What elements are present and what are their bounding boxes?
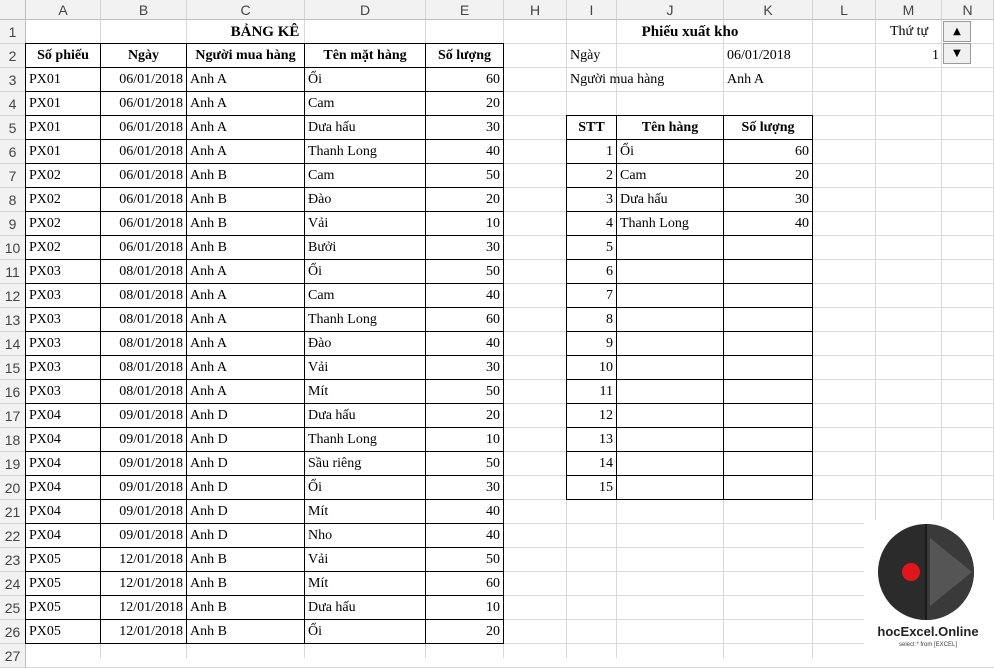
column-header-h[interactable]: H bbox=[504, 0, 567, 20]
ledger-cell[interactable]: Anh B bbox=[186, 235, 305, 260]
ledger-cell[interactable]: PX05 bbox=[25, 595, 101, 620]
ledger-cell[interactable]: Anh B bbox=[186, 619, 305, 644]
ledger-cell[interactable]: 50 bbox=[425, 163, 504, 188]
column-header-j[interactable]: J bbox=[617, 0, 724, 20]
ledger-cell[interactable]: PX03 bbox=[25, 379, 101, 404]
ledger-cell[interactable]: PX03 bbox=[25, 307, 101, 332]
ledger-cell[interactable]: Thanh Long bbox=[304, 139, 426, 164]
row-header-27[interactable]: 27 bbox=[0, 644, 26, 668]
ledger-cell[interactable]: 20 bbox=[425, 187, 504, 212]
row-header-16[interactable]: 16 bbox=[0, 380, 26, 404]
ledger-cell[interactable]: Anh B bbox=[186, 571, 305, 596]
ledger-cell[interactable]: Ổi bbox=[304, 619, 426, 644]
select-all-corner[interactable] bbox=[0, 0, 26, 20]
slip-cell[interactable]: 15 bbox=[566, 475, 617, 500]
slip-cell[interactable]: 2 bbox=[566, 163, 617, 188]
ledger-cell[interactable]: 08/01/2018 bbox=[100, 283, 187, 308]
slip-cell[interactable]: 60 bbox=[723, 139, 813, 164]
column-header-l[interactable]: L bbox=[813, 0, 876, 20]
ledger-cell[interactable]: 08/01/2018 bbox=[100, 307, 187, 332]
slip-cell[interactable] bbox=[616, 379, 724, 404]
ledger-cell[interactable]: Nho bbox=[304, 523, 426, 548]
ledger-cell[interactable]: Vải bbox=[304, 355, 426, 380]
ledger-cell[interactable]: 09/01/2018 bbox=[100, 451, 187, 476]
row-header-2[interactable]: 2 bbox=[0, 44, 26, 68]
triangle-down-icon: ▼ bbox=[953, 48, 961, 59]
ledger-cell[interactable]: Mít bbox=[304, 499, 426, 524]
slip-cell[interactable] bbox=[723, 451, 813, 476]
ledger-cell[interactable]: Anh D bbox=[186, 475, 305, 500]
ledger-cell[interactable]: Thanh Long bbox=[304, 307, 426, 332]
ledger-cell[interactable]: Anh B bbox=[186, 595, 305, 620]
ledger-cell[interactable]: 30 bbox=[425, 355, 504, 380]
row-header-14[interactable]: 14 bbox=[0, 332, 26, 356]
ledger-cell[interactable]: 06/01/2018 bbox=[100, 91, 187, 116]
ledger-cell[interactable]: 06/01/2018 bbox=[100, 211, 187, 236]
ledger-cell[interactable]: 50 bbox=[425, 451, 504, 476]
row-header-7[interactable]: 7 bbox=[0, 164, 26, 188]
ledger-cell[interactable]: Cam bbox=[304, 283, 426, 308]
ledger-cell[interactable]: 40 bbox=[425, 331, 504, 356]
ledger-cell[interactable]: Anh D bbox=[186, 499, 305, 524]
slip-cell[interactable] bbox=[723, 283, 813, 308]
ledger-cell[interactable]: 06/01/2018 bbox=[100, 67, 187, 92]
ledger-cell[interactable]: Anh A bbox=[186, 307, 305, 332]
brand-name: hocExcel.Online bbox=[877, 624, 979, 639]
ledger-cell[interactable]: PX04 bbox=[25, 451, 101, 476]
slip-cell[interactable]: Dưa hấu bbox=[616, 187, 724, 212]
ledger-header-cell[interactable]: Số phiếu bbox=[25, 43, 101, 68]
slip-cell[interactable]: 20 bbox=[723, 163, 813, 188]
ledger-cell[interactable]: PX04 bbox=[25, 427, 101, 452]
ledger-cell[interactable]: PX02 bbox=[25, 211, 101, 236]
ledger-cell[interactable]: 40 bbox=[425, 139, 504, 164]
ledger-cell[interactable]: PX02 bbox=[25, 187, 101, 212]
ledger-cell[interactable]: 60 bbox=[425, 67, 504, 92]
column-header-m[interactable]: M bbox=[876, 0, 942, 20]
ledger-cell[interactable]: 12/01/2018 bbox=[100, 547, 187, 572]
slip-cell[interactable]: 9 bbox=[566, 331, 617, 356]
row-header-4[interactable]: 4 bbox=[0, 92, 26, 116]
column-header-k[interactable]: K bbox=[724, 0, 813, 20]
ledger-cell[interactable]: 10 bbox=[425, 427, 504, 452]
row-header-20[interactable]: 20 bbox=[0, 476, 26, 500]
slip-cell[interactable] bbox=[723, 403, 813, 428]
row-header-21[interactable]: 21 bbox=[0, 500, 26, 524]
slip-header-cell[interactable]: Số lượng bbox=[723, 115, 813, 140]
row-header-23[interactable]: 23 bbox=[0, 548, 26, 572]
slip-cell[interactable] bbox=[616, 259, 724, 284]
ledger-cell[interactable]: PX03 bbox=[25, 355, 101, 380]
ledger-cell[interactable]: PX02 bbox=[25, 235, 101, 260]
slip-cell[interactable]: 13 bbox=[566, 427, 617, 452]
ledger-cell[interactable]: 12/01/2018 bbox=[100, 619, 187, 644]
ledger-cell[interactable]: Thanh Long bbox=[304, 427, 426, 452]
ledger-cell[interactable]: 08/01/2018 bbox=[100, 259, 187, 284]
ledger-cell[interactable]: 08/01/2018 bbox=[100, 355, 187, 380]
row-header-11[interactable]: 11 bbox=[0, 260, 26, 284]
ledger-cell[interactable]: Anh B bbox=[186, 163, 305, 188]
ledger-cell[interactable]: 30 bbox=[425, 115, 504, 140]
row-header-18[interactable]: 18 bbox=[0, 428, 26, 452]
ledger-header-cell[interactable]: Tên mặt hàng bbox=[304, 43, 426, 68]
slip-cell[interactable] bbox=[723, 427, 813, 452]
order-value[interactable]: 1 bbox=[932, 48, 939, 63]
ledger-cell[interactable]: 10 bbox=[425, 211, 504, 236]
ledger-cell[interactable]: 20 bbox=[425, 91, 504, 116]
slip-cell[interactable] bbox=[616, 331, 724, 356]
slip-cell[interactable]: 10 bbox=[566, 355, 617, 380]
slip-cell[interactable] bbox=[723, 307, 813, 332]
slip-cell[interactable]: Thanh Long bbox=[616, 211, 724, 236]
slip-cell[interactable]: 11 bbox=[566, 379, 617, 404]
ledger-cell[interactable]: PX04 bbox=[25, 403, 101, 428]
column-header-d[interactable]: D bbox=[305, 0, 426, 20]
ledger-cell[interactable]: Mít bbox=[304, 571, 426, 596]
row-header-17[interactable]: 17 bbox=[0, 404, 26, 428]
slip-cell[interactable]: 14 bbox=[566, 451, 617, 476]
ledger-cell[interactable]: Dưa hấu bbox=[304, 115, 426, 140]
slip-cell[interactable] bbox=[616, 451, 724, 476]
ledger-cell[interactable]: PX01 bbox=[25, 139, 101, 164]
row-header-12[interactable]: 12 bbox=[0, 284, 26, 308]
ledger-cell[interactable]: 06/01/2018 bbox=[100, 235, 187, 260]
ledger-cell[interactable]: PX05 bbox=[25, 547, 101, 572]
ledger-cell[interactable]: Anh D bbox=[186, 427, 305, 452]
ledger-cell[interactable]: Anh B bbox=[186, 211, 305, 236]
slip-buyer-value[interactable]: Anh A bbox=[727, 72, 764, 87]
ledger-cell[interactable]: 09/01/2018 bbox=[100, 475, 187, 500]
row-header-15[interactable]: 15 bbox=[0, 356, 26, 380]
slip-cell[interactable] bbox=[616, 427, 724, 452]
play-disc-icon bbox=[864, 520, 994, 630]
slip-date-value[interactable]: 06/01/2018 bbox=[727, 48, 791, 63]
row-header-1[interactable]: 1 bbox=[0, 20, 26, 44]
ledger-cell[interactable]: Dưa hấu bbox=[304, 403, 426, 428]
ledger-cell[interactable]: PX04 bbox=[25, 475, 101, 500]
ledger-cell[interactable]: PX03 bbox=[25, 331, 101, 356]
ledger-cell[interactable]: 06/01/2018 bbox=[100, 115, 187, 140]
slip-cell[interactable] bbox=[616, 307, 724, 332]
row-header-8[interactable]: 8 bbox=[0, 188, 26, 212]
ledger-cell[interactable]: Anh A bbox=[186, 283, 305, 308]
slip-cell[interactable]: 4 bbox=[566, 211, 617, 236]
slip-cell[interactable]: 3 bbox=[566, 187, 617, 212]
ledger-cell[interactable]: Ổi bbox=[304, 475, 426, 500]
slip-cell[interactable] bbox=[723, 259, 813, 284]
ledger-cell[interactable]: Anh A bbox=[186, 115, 305, 140]
ledger-cell[interactable]: 12/01/2018 bbox=[100, 595, 187, 620]
ledger-cell[interactable]: 06/01/2018 bbox=[100, 163, 187, 188]
ledger-cell[interactable]: 60 bbox=[425, 571, 504, 596]
ledger-cell[interactable]: Vải bbox=[304, 211, 426, 236]
row-header-9[interactable]: 9 bbox=[0, 212, 26, 236]
slip-cell[interactable]: 30 bbox=[723, 187, 813, 212]
column-header-c[interactable]: C bbox=[187, 0, 305, 20]
ledger-cell[interactable]: 08/01/2018 bbox=[100, 331, 187, 356]
row-header-5[interactable]: 5 bbox=[0, 116, 26, 140]
slip-cell[interactable]: Cam bbox=[616, 163, 724, 188]
spin-up-button[interactable] bbox=[943, 21, 971, 42]
ledger-cell[interactable]: Đào bbox=[304, 331, 426, 356]
ledger-cell[interactable]: 40 bbox=[425, 283, 504, 308]
order-label[interactable]: Thứ tự bbox=[889, 24, 929, 39]
ledger-header-cell[interactable]: Người mua hàng bbox=[186, 43, 305, 68]
ledger-cell[interactable]: PX02 bbox=[25, 163, 101, 188]
ledger-cell[interactable]: 50 bbox=[425, 379, 504, 404]
ledger-cell[interactable]: 09/01/2018 bbox=[100, 499, 187, 524]
ledger-cell[interactable]: PX03 bbox=[25, 283, 101, 308]
slip-title[interactable]: Phiếu xuất kho bbox=[641, 23, 739, 40]
column-header-i[interactable]: I bbox=[567, 0, 617, 20]
slip-cell[interactable] bbox=[616, 403, 724, 428]
row-header-22[interactable]: 22 bbox=[0, 524, 26, 548]
ledger-cell[interactable]: Vải bbox=[304, 547, 426, 572]
ledger-cell[interactable]: 40 bbox=[425, 499, 504, 524]
ledger-cell[interactable]: Sầu riêng bbox=[304, 451, 426, 476]
row-header-6[interactable]: 6 bbox=[0, 140, 26, 164]
slip-cell[interactable]: 7 bbox=[566, 283, 617, 308]
ledger-cell[interactable]: 09/01/2018 bbox=[100, 403, 187, 428]
slip-cell[interactable] bbox=[616, 235, 724, 260]
slip-cell[interactable]: 12 bbox=[566, 403, 617, 428]
slip-date-label[interactable]: Ngày bbox=[570, 48, 601, 63]
ledger-cell[interactable]: Bưởi bbox=[304, 235, 426, 260]
ledger-cell[interactable]: Anh A bbox=[186, 139, 305, 164]
ledger-cell[interactable]: 06/01/2018 bbox=[100, 187, 187, 212]
row-header-24[interactable]: 24 bbox=[0, 572, 26, 596]
ledger-cell[interactable]: 09/01/2018 bbox=[100, 427, 187, 452]
ledger-cell[interactable]: 20 bbox=[425, 619, 504, 644]
ledger-cell[interactable]: PX01 bbox=[25, 115, 101, 140]
ledger-cell[interactable]: 06/01/2018 bbox=[100, 139, 187, 164]
slip-cell[interactable] bbox=[723, 235, 813, 260]
slip-header-cell[interactable]: STT bbox=[566, 115, 617, 140]
ledger-cell[interactable]: PX01 bbox=[25, 67, 101, 92]
ledger-cell[interactable]: 50 bbox=[425, 259, 504, 284]
ledger-cell[interactable]: Ổi bbox=[304, 67, 426, 92]
slip-cell[interactable] bbox=[616, 355, 724, 380]
slip-cell[interactable] bbox=[616, 283, 724, 308]
ledger-cell[interactable]: 12/01/2018 bbox=[100, 571, 187, 596]
ledger-cell[interactable]: PX04 bbox=[25, 523, 101, 548]
slip-cell[interactable]: 6 bbox=[566, 259, 617, 284]
ledger-header-cell[interactable]: Số lượng bbox=[425, 43, 504, 68]
ledger-cell[interactable]: Anh D bbox=[186, 523, 305, 548]
row-header-26[interactable]: 26 bbox=[0, 620, 26, 644]
ledger-cell[interactable]: Anh A bbox=[186, 331, 305, 356]
ledger-cell[interactable]: Anh D bbox=[186, 451, 305, 476]
ledger-cell[interactable]: Cam bbox=[304, 91, 426, 116]
ledger-cell[interactable]: Ổi bbox=[304, 259, 426, 284]
ledger-cell[interactable]: Anh D bbox=[186, 403, 305, 428]
ledger-cell[interactable]: 50 bbox=[425, 547, 504, 572]
ledger-cell[interactable]: Dưa hấu bbox=[304, 595, 426, 620]
row-header-25[interactable]: 25 bbox=[0, 596, 26, 620]
ledger-cell[interactable]: 30 bbox=[425, 475, 504, 500]
slip-cell[interactable]: 5 bbox=[566, 235, 617, 260]
slip-cell[interactable]: 1 bbox=[566, 139, 617, 164]
ledger-title[interactable]: BẢNG KÊ bbox=[230, 23, 300, 40]
ledger-cell[interactable]: 30 bbox=[425, 235, 504, 260]
ledger-cell[interactable]: 40 bbox=[425, 523, 504, 548]
slip-buyer-label[interactable]: Người mua hàng bbox=[570, 72, 665, 87]
row-header-13[interactable]: 13 bbox=[0, 308, 26, 332]
row-header-19[interactable]: 19 bbox=[0, 452, 26, 476]
ledger-cell[interactable]: Cam bbox=[304, 163, 426, 188]
ledger-cell[interactable]: Anh A bbox=[186, 355, 305, 380]
ledger-cell[interactable]: 10 bbox=[425, 595, 504, 620]
slip-header-cell[interactable]: Tên hàng bbox=[616, 115, 724, 140]
slip-cell[interactable]: Ổi bbox=[616, 139, 724, 164]
brand-tagline: select * from [EXCEL] bbox=[898, 642, 958, 648]
column-header-n[interactable]: N bbox=[942, 0, 994, 20]
ledger-cell[interactable]: 09/01/2018 bbox=[100, 523, 187, 548]
slip-cell[interactable] bbox=[723, 379, 813, 404]
ledger-cell[interactable]: PX01 bbox=[25, 91, 101, 116]
ledger-cell[interactable]: Anh A bbox=[186, 67, 305, 92]
ledger-cell[interactable]: Anh B bbox=[186, 547, 305, 572]
slip-cell[interactable] bbox=[723, 355, 813, 380]
ledger-cell[interactable]: Đào bbox=[304, 187, 426, 212]
ledger-cell[interactable]: PX03 bbox=[25, 259, 101, 284]
row-header-3[interactable]: 3 bbox=[0, 68, 26, 92]
column-header-e[interactable]: E bbox=[426, 0, 504, 20]
column-header-a[interactable]: A bbox=[26, 0, 101, 20]
row-header-10[interactable]: 10 bbox=[0, 236, 26, 260]
ledger-cell[interactable]: PX04 bbox=[25, 499, 101, 524]
ledger-cell[interactable]: 60 bbox=[425, 307, 504, 332]
slip-cell[interactable]: 8 bbox=[566, 307, 617, 332]
column-header-b[interactable]: B bbox=[101, 0, 187, 20]
ledger-cell[interactable]: PX05 bbox=[25, 619, 101, 644]
ledger-cell[interactable]: Anh A bbox=[186, 259, 305, 284]
slip-cell[interactable] bbox=[723, 475, 813, 500]
slip-cell[interactable] bbox=[616, 475, 724, 500]
ledger-header-cell[interactable]: Ngày bbox=[100, 43, 187, 68]
slip-cell[interactable] bbox=[723, 331, 813, 356]
ledger-cell[interactable]: Mít bbox=[304, 379, 426, 404]
slip-cell[interactable]: 40 bbox=[723, 211, 813, 236]
ledger-cell[interactable]: 20 bbox=[425, 403, 504, 428]
ledger-cell[interactable]: Anh A bbox=[186, 379, 305, 404]
triangle-up-icon: ▲ bbox=[953, 26, 961, 37]
ledger-cell[interactable]: Anh B bbox=[186, 187, 305, 212]
ledger-cell[interactable]: Anh A bbox=[186, 91, 305, 116]
ledger-cell[interactable]: 08/01/2018 bbox=[100, 379, 187, 404]
ledger-cell[interactable]: PX05 bbox=[25, 571, 101, 596]
spin-down-button[interactable] bbox=[943, 43, 971, 64]
